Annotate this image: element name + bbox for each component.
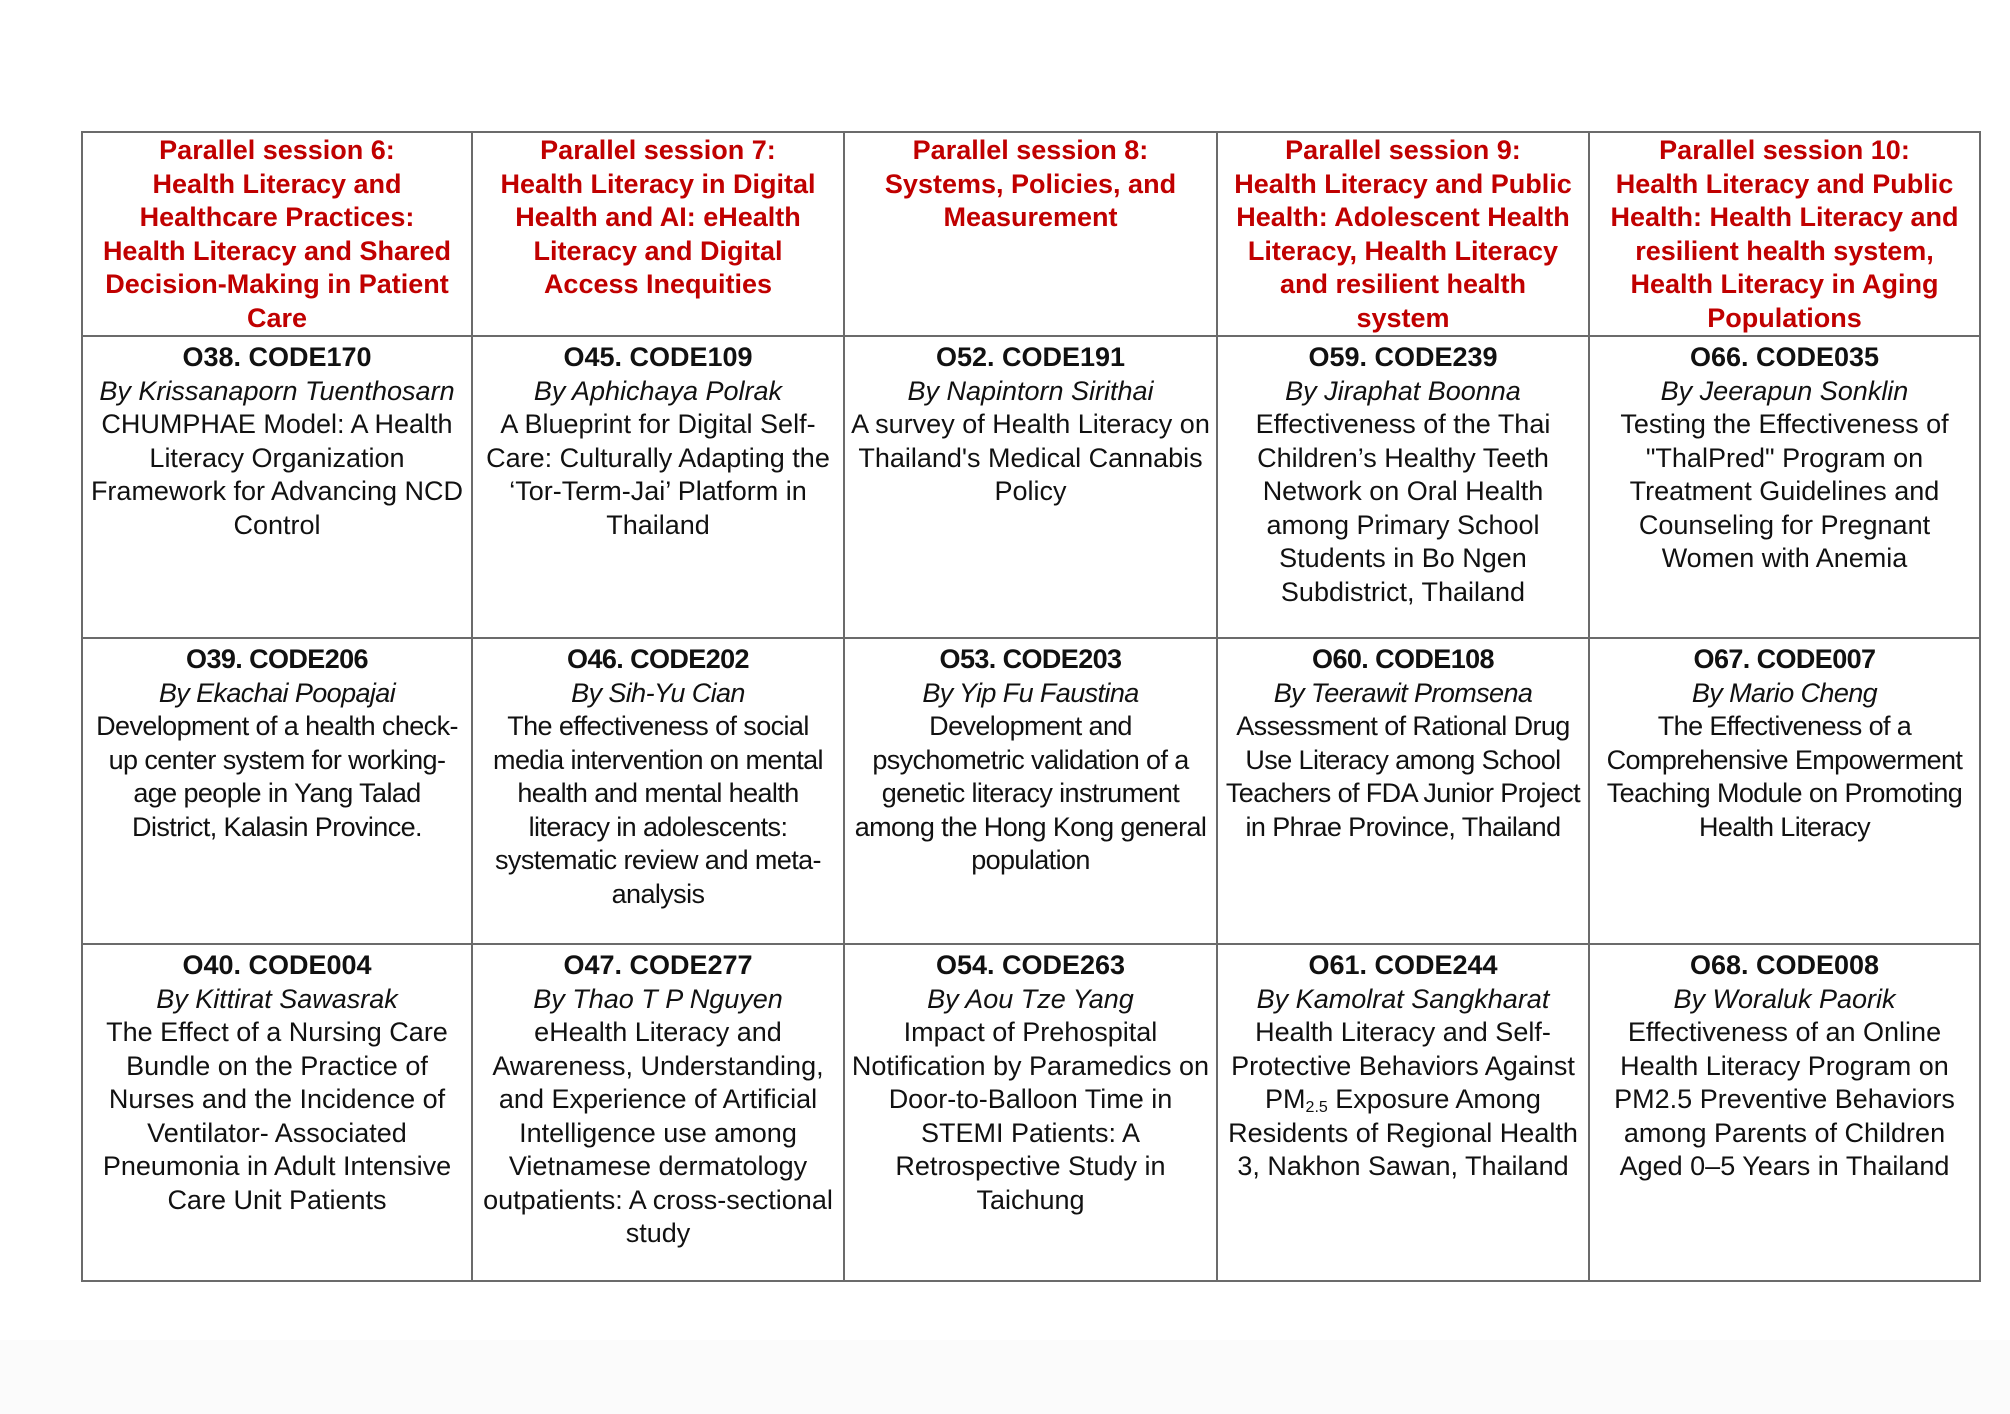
paper-cell [1217,944,1589,1281]
paper-author: By Kamolrat Sangkharat [1256,983,1550,1014]
session-header-line: Healthcare Practices: [139,202,415,232]
paper-cell [82,336,472,638]
paper-cell [472,336,844,638]
paper-author: By Ekachai Poopajai [158,677,396,708]
session-header-line: Systems, Policies, and [884,168,1177,199]
paper-title: Development and psychometric validation of a genetic literacy instrument among the Hong Kong general population [854,711,1207,875]
paper-code: O46. CODE202 [567,644,749,674]
paper-cell [844,336,1217,638]
paper-code: O68. CODE008 [1689,950,1880,980]
paper-code: O54. CODE263 [935,950,1126,980]
paper-cell [844,638,1217,944]
paper-title: A Blueprint for Digital Self-Care: Culturally Adapting the ‘Tor-Term-Jai’ Platform in Thailand [486,409,830,540]
session-header-line: Health: Health Literacy and [1610,202,1959,232]
session-header-line: Measurement [943,202,1118,232]
session-header-line: and resilient health [1279,269,1527,299]
paper-code: O59. CODE239 [1308,342,1498,372]
paper-title: CHUMPHAE Model: A Health Literacy Organization Framework for Advancing NCD Control [90,409,464,540]
paper-title: Effectiveness of the Thai Children’s Healthy Teeth Network on Oral Health among Primary School Students in Bo Ngen Subdistrict, Thailand [1255,409,1551,607]
session-header-9 [1217,132,1589,336]
paper-cell [1589,944,1980,1281]
paper-title: Assessment of Rational Drug Use Literacy among School Teachers of FDA Junior Project in Phrae Province, Thailand [1225,711,1581,842]
page-bottom-margin [0,1340,2010,1414]
session-header-row [82,132,1980,336]
session-header-line: Parallel session 9: [1285,135,1521,165]
paper-author: By Teerawit Promsena [1273,677,1533,708]
session-header-line: Access Inequities [543,269,773,299]
paper-author: By Jeerapun Sonklin [1660,375,1909,406]
pm-subscript: 2.5 [1305,1099,1328,1116]
session-header-line: Health and AI: eHealth [515,202,801,232]
session-header-line: Parallel session 6: [159,135,395,165]
paper-code: O60. CODE108 [1312,644,1494,674]
session-header-line: resilient health system, [1635,235,1934,266]
paper-title [1224,1016,1582,1184]
session-header-line: Health Literacy and Public [1234,168,1572,199]
paper-author: By Woraluk Paorik [1673,983,1896,1014]
paper-author: By Kittirat Sawasrak [156,983,398,1014]
paper-title: eHealth Literacy and Awareness, Understanding, and Experience of Artificial Intelligence use among Vietnamese dermatology outpatients: A cross-sectional study [483,1017,833,1248]
paper-title: The Effectiveness of a Comprehensive Empowerment Teaching Module on Promoting Health Literacy [1606,711,1963,842]
session-header-6 [82,132,472,336]
session-header-10 [1589,132,1980,336]
paper-author: By Thao T P Nguyen [533,983,783,1014]
paper-cell [472,944,844,1281]
paper-author: By Aou Tze Yang [927,983,1134,1014]
paper-author: By Mario Cheng [1691,677,1878,708]
session-header-7 [472,132,844,336]
paper-code: O53. CODE203 [939,644,1122,674]
session-header-line: Populations [1707,302,1862,333]
paper-author: By Yip Fu Faustina [922,677,1139,708]
paper-code: O40. CODE004 [182,950,372,980]
paper-author: By Napintorn Sirithai [907,375,1154,406]
paper-code: O61. CODE244 [1308,950,1498,980]
paper-title: Development of a health check-up center system for working-age people in Yang Talad District, Kalasin Province. [96,711,458,842]
paper-author: By Aphichaya Polrak [533,375,783,406]
paper-cell [82,638,472,944]
paper-title: The effectiveness of social media intervention on mental health and mental health literacy in adolescents: systematic review and meta-analysis [493,711,823,909]
paper-code: O52. CODE191 [935,342,1126,372]
paper-title: The Effect of a Nursing Care Bundle on the Practice of Nurses and the Incidence of Ventilator- Associated Pneumonia in Adult Intensive Care Unit Patients [102,1017,452,1215]
paper-cell [844,944,1217,1281]
paper-row [82,336,1980,638]
paper-title: A survey of Health Literacy on Thailand's Medical Cannabis Policy [851,409,1210,506]
session-header-line: Care [246,302,308,333]
session-header-line: Health Literacy and [152,168,402,199]
paper-title-part: Health Literacy and Self-Protective Behaviors Against PM [1231,1017,1575,1114]
session-header-line: Health: Adolescent Health [1236,202,1570,232]
paper-cell [1217,336,1589,638]
session-header-line: Health Literacy and Public [1615,168,1954,199]
paper-code: O47. CODE277 [563,950,753,980]
paper-cell [472,638,844,944]
paper-cell [1217,638,1589,944]
paper-author: By Sih-Yu Cian [571,677,745,708]
session-header-line: Literacy and Digital [533,235,783,266]
paper-title-part: Exposure Among Residents of Regional Health 3, Nakhon Sawan, Thailand [1228,1084,1578,1181]
session-header-line: Health Literacy and Shared [102,235,452,266]
paper-cell [82,944,472,1281]
paper-title: Testing the Effectiveness of "ThalPred" Program on Treatment Guidelines and Counseling for Pregnant Women with Anemia [1620,409,1949,573]
paper-author: By Krissanaporn Tuenthosarn [99,375,455,406]
session-header-line: Health Literacy in Digital [500,168,816,199]
parallel-sessions-table [81,131,1981,1282]
paper-code: O66. CODE035 [1689,342,1880,372]
paper-code: O39. CODE206 [186,644,368,674]
session-header-8 [844,132,1217,336]
paper-title: Effectiveness of an Online Health Literacy Program on PM2.5 Preventive Behaviors among Parents of Children Aged 0–5 Years in Thailand [1614,1017,1955,1181]
session-header-line: Parallel session 7: [540,135,776,165]
session-header-line: Parallel session 10: [1659,135,1910,165]
session-header-line: Literacy, Health Literacy [1247,235,1559,266]
paper-row [82,638,1980,944]
session-header-line: Parallel session 8: [912,135,1149,165]
paper-cell [1589,336,1980,638]
paper-title: Impact of Prehospital Notification by Paramedics on Door-to-Balloon Time in STEMI Patients: A Retrospective Study in Taichung [851,1017,1210,1215]
session-header-line: system [1356,302,1450,333]
paper-code: O67. CODE007 [1693,644,1876,674]
paper-code: O38. CODE170 [182,342,372,372]
paper-author: By Jiraphat Boonna [1285,375,1521,406]
paper-cell [1589,638,1980,944]
paper-row [82,944,1980,1281]
session-header-line: Health Literacy in Aging [1630,269,1939,299]
paper-code: O45. CODE109 [563,342,753,372]
session-header-line: Decision-Making in Patient [105,269,449,299]
